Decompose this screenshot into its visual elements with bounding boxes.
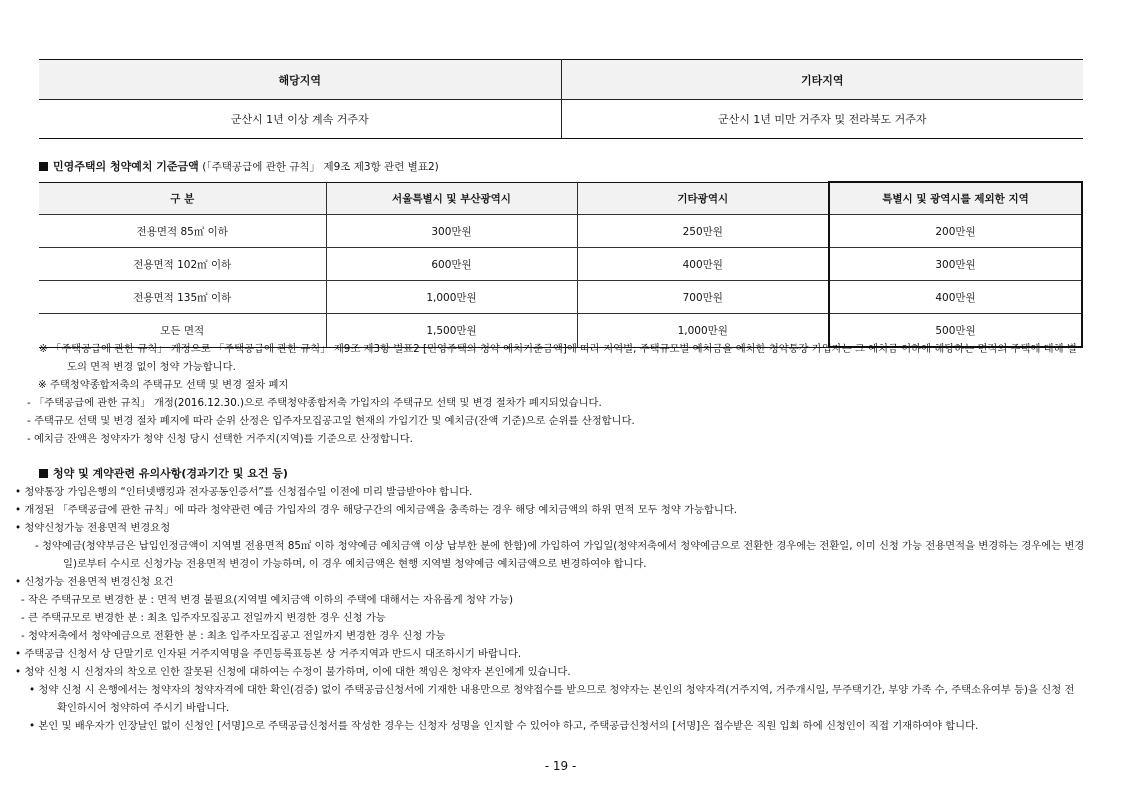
list-item: • 청약 신청 시 은행에서는 청약자의 청약자격에 대한 확인(검증) 없이 주택공급신청서에 기재한 내용만으로 청약접수를 받으므로 청약자는 본인의 청약자격(거주지역, 거주개시일, 무주택기간, 부양 가족 수, 주택소유여부 등)을 신청 전 확인하시어 청약하여 주시기 바랍니다. — [29, 684, 1075, 714]
table-cell: 700만원 — [577, 281, 829, 314]
table-cell: 1,000만원 — [326, 281, 577, 314]
table-cell: 500만원 — [829, 314, 1082, 348]
table-cell: 200만원 — [829, 215, 1082, 248]
note-item: - 예치금 잔액은 청약자가 청약 신청 당시 선택한 거주지(지역)를 기준으로 산정합니다. — [27, 433, 413, 445]
deposit-notes — [27, 340, 1085, 448]
deposit-section-title: 민영주택의 청약예치 기준금액 — [53, 160, 199, 173]
deposit-section-reference: (「주택공급에 관한 규칙」 제9조 제3항 관련 별표2) — [202, 161, 439, 173]
list-item: • 청약 신청 시 신청자의 착오로 인한 잘못된 신청에 대하여는 수정이 불가하며, 이에 대한 책임은 청약자 본인에게 있습니다. — [15, 666, 571, 678]
list-item: - 작은 주택규모로 변경한 분 : 면적 변경 불필요(지역별 예치금액 이하의 주택에 대해서는 자유롭게 청약 가능) — [21, 594, 514, 606]
region-cell-other: 군산시 1년 미만 거주자 및 전라북도 거주자 — [561, 100, 1083, 139]
table-cell: 600만원 — [326, 248, 577, 281]
deposit-table — [39, 181, 1083, 348]
deposit-section-heading — [39, 158, 439, 174]
table-cell: 1,500만원 — [326, 314, 577, 348]
table-cell: 400만원 — [577, 248, 829, 281]
page-number: - 19 - — [544, 759, 577, 773]
caution-section-heading — [39, 465, 288, 481]
table-cell: 1,000만원 — [577, 314, 829, 348]
table-row — [39, 281, 1082, 314]
square-bullet-icon — [39, 469, 48, 478]
region-header-local: 해당지역 — [39, 60, 561, 100]
list-item: • 신청가능 전용면적 변경신청 요건 — [15, 576, 174, 588]
region-table — [39, 59, 1083, 139]
deposit-header-other-region: 특별시 및 광역시를 제외한 지역 — [829, 182, 1082, 215]
square-bullet-icon — [39, 162, 48, 171]
note-item: ※ 「주택공급에 관한 규칙」 개정으로 「주택공급에 관한 규칙」 제9조 제3항 별표2 [민영주택의 청약 예치기준금액]에 따라 지역별, 주택규모별 예치금을 예치한 청약통장 가입자는 그 예치금 이하에 해당하는 면적의 주택에 대해 별도의 면적 변경 없이 청약 가능합니다. — [39, 343, 1077, 373]
list-item: - 청약예금(청약부금은 납입인정금액이 지역별 전용면적 85㎡ 이하 청약예금 예치금액 이상 납부한 분에 한함)에 가입하여 가입일(청약저축에서 청약예금으로 전환한 경우에는 전환일, 이미 신청 가능 전용면적을 변경하는 경우에는 변경일)로부터 수시로 신청가능 전용면적 변경이 가능하며, 이 경우 예치금액은 현행 지역별 청약예금 예치금액으로 변경하여야 합니다. — [35, 540, 1085, 570]
region-cell-local: 군산시 1년 이상 계속 거주자 — [39, 100, 561, 139]
deposit-header-seoul-busan: 서울특별시 및 부산광역시 — [326, 182, 577, 215]
list-item: • 청약통장 가입은행의 “인터넷뱅킹과 전자공동인증서”를 신청접수일 이전에 미리 발급받아야 합니다. — [15, 486, 473, 498]
deposit-header-other-metro: 기타광역시 — [577, 182, 829, 215]
table-cell: 300만원 — [326, 215, 577, 248]
caution-section-title: 청약 및 계약관련 유의사항(경과기간 및 요건 등) — [53, 467, 288, 480]
table-row — [39, 215, 1082, 248]
list-item: • 개정된 「주택공급에 관한 규칙」에 따라 청약관련 예금 가입자의 경우 해당구간의 예치금액을 충족하는 경우 해당 예치금액의 하위 면적 모두 청약 가능합니다. — [15, 504, 738, 516]
deposit-table-header — [39, 182, 1082, 215]
note-item: - 「주택공급에 관한 규칙」 개정(2016.12.30.)으로 주택청약종합저축 가입자의 주택규모 선택 및 변경 절차가 폐지되었습니다. — [27, 397, 602, 409]
list-item: • 본인 및 배우자가 인장날인 없이 신청인 [서명]으로 주택공급신청서를 작성한 경우는 신청자 성명을 인지할 수 있어야 하고, 주택공급신청서의 [서명]은 접수받은 직원 입회 하에 신청인이 직접 기재하여야 합니다. — [29, 720, 979, 732]
list-item: • 청약신청가능 전용면적 변경요청 — [15, 522, 171, 534]
table-cell: 전용면적 102㎡ 이하 — [39, 248, 326, 281]
note-item: - 주택규모 선택 및 변경 절차 폐지에 따라 순위 산정은 입주자모집공고일 현재의 가입기간 및 예치금(잔액 기준)으로 순위를 산정합니다. — [27, 415, 635, 427]
list-item: - 큰 주택규모로 변경한 분 : 최초 입주자모집공고 전일까지 변경한 경우 신청 가능 — [21, 612, 386, 624]
region-table-header — [39, 60, 1083, 100]
region-table-row — [39, 100, 1083, 139]
note-item: ※ 주택청약종합저축의 주택규모 선택 및 변경 절차 폐지 — [38, 379, 289, 391]
region-header-other: 기타지역 — [561, 60, 1083, 100]
list-item: • 주택공급 신청서 상 단말기로 인자된 거주지역명을 주민등록표등본 상 거주지역과 반드시 대조하시기 바랍니다. — [15, 648, 522, 660]
table-cell: 전용면적 85㎡ 이하 — [39, 215, 326, 248]
list-item: - 청약저축에서 청약예금으로 전환한 분 : 최초 입주자모집공고 전일까지 변경한 경우 신청 가능 — [21, 630, 446, 642]
table-cell: 300만원 — [829, 248, 1082, 281]
table-cell: 모든 면적 — [39, 314, 326, 348]
table-row — [39, 248, 1082, 281]
deposit-header-category: 구 분 — [39, 182, 326, 215]
table-cell: 400만원 — [829, 281, 1082, 314]
table-cell: 250만원 — [577, 215, 829, 248]
caution-list — [15, 483, 1085, 735]
table-cell: 전용면적 135㎡ 이하 — [39, 281, 326, 314]
